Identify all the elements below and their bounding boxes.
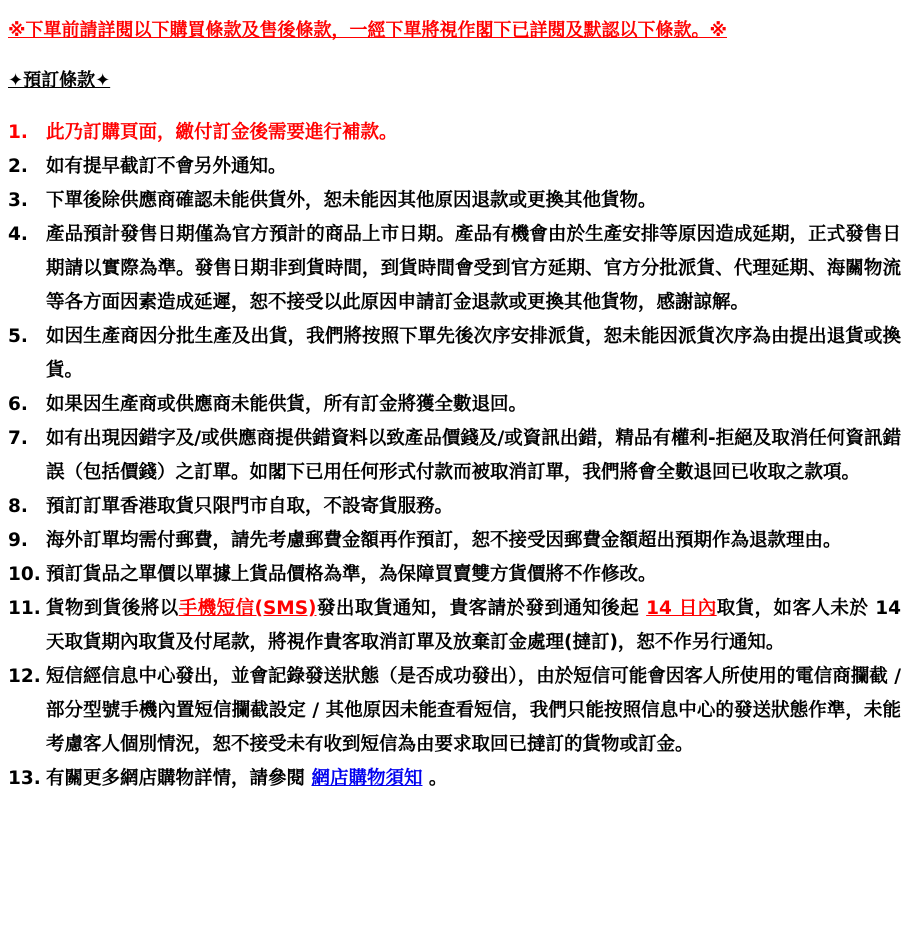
term-item-12 — [8, 660, 901, 762]
term-text — [46, 184, 901, 218]
term-item-3 — [8, 184, 901, 218]
term-number: 11. — [8, 598, 41, 619]
term-text — [46, 524, 901, 558]
term-text-segment: 此乃訂購頁面，繳付訂金後需要進行補款。 — [46, 122, 398, 143]
term-text-segment: 產品預計發售日期僅為官方預計的商品上市日期。產品有機會由於生產安排等原因造成延期，正式發售日期請以實際為準。發售日期非到貨時間，到貨時間會受到官方延期、官方分批派貨、代理延期、海關物流等各方面因素造成延遲，恕不接受以此原因申請訂金退款或更換其他貨物，感謝諒解。 — [46, 224, 901, 313]
term-text — [46, 218, 901, 320]
term-item-7 — [8, 422, 901, 490]
term-number: 9. — [8, 530, 28, 551]
term-text-segment: 如果因生產商或供應商未能供貨，所有訂金將獲全數退回。 — [46, 394, 528, 415]
term-number: 6. — [8, 394, 28, 415]
term-number: 7. — [8, 428, 28, 449]
term-number: 12. — [8, 666, 41, 687]
term-text — [46, 558, 901, 592]
term-text-segment: 有關更多網店購物詳情，請參閱 — [46, 768, 312, 789]
term-text — [46, 422, 901, 490]
terms-list — [8, 116, 901, 796]
term-text-segment: 。 — [422, 768, 448, 789]
term-item-5 — [8, 320, 901, 388]
term-number: 1. — [8, 122, 28, 143]
term-number: 3. — [8, 190, 28, 211]
term-item-10 — [8, 558, 901, 592]
term-text — [46, 116, 901, 150]
term-item-9 — [8, 524, 901, 558]
term-text — [46, 320, 901, 388]
term-number: 2. — [8, 156, 28, 177]
term-item-6 — [8, 388, 901, 422]
term-text-segment: 短信經信息中心發出，並會記錄發送狀態（是否成功發出），由於短信可能會因客人所使用的電信商攔截 / 部分型號手機內置短信攔截設定 / 其他原因未能查看短信，我們只能按照信息中心的發送狀態作準，未能考慮客人個別情況，恕不接受未有收到短信為由要求取回已撻訂的貨物或訂金。 — [46, 666, 901, 755]
term-number: 10. — [8, 564, 41, 585]
term-text-segment: 發出取貨通知，貴客請於發到通知後起 — [316, 598, 647, 619]
highlighted-term-text: 手機短信(SMS) — [178, 598, 317, 619]
preorder-terms-heading: ✦預訂條款✦ — [8, 70, 111, 91]
term-text — [46, 592, 901, 660]
term-item-2 — [8, 150, 901, 184]
term-text-segment: 預訂貨品之單價以單據上貨品價格為準，為保障買賣雙方貨價將不作修改。 — [46, 564, 657, 585]
term-text-segment: 預訂訂單香港取貨只限門市自取，不設寄貨服務。 — [46, 496, 454, 517]
term-number: 8. — [8, 496, 28, 517]
purchase-notice-title: ※下單前請詳閱以下購買條款及售後條款，一經下單將視作閣下已詳閱及默認以下條款。※ — [8, 20, 727, 41]
term-text — [46, 388, 901, 422]
highlighted-term-text: 14 日內 — [646, 598, 717, 619]
term-text-segment: 海外訂單均需付郵費，請先考慮郵費金額再作預訂，恕不接受因郵費金額超出預期作為退款理由。 — [46, 530, 842, 551]
term-text — [46, 660, 901, 762]
term-text — [46, 762, 901, 796]
term-text-segment: 如因生產商因分批生產及出貨，我們將按照下單先後次序安排派貨，恕未能因派貨次序為由提出退貨或換貨。 — [46, 326, 901, 381]
term-text — [46, 490, 901, 524]
term-item-11 — [8, 592, 901, 660]
term-text-segment: 貨物到貨後將以 — [46, 598, 179, 619]
term-number: 13. — [8, 768, 41, 789]
term-number: 5. — [8, 326, 28, 347]
term-item-8 — [8, 490, 901, 524]
shop-guide-link[interactable]: 網店購物須知 — [311, 768, 423, 789]
term-text-segment: 如有出現因錯字及/或供應商提供錯資料以致產品價錢及/或資訊出錯，精品有權利-拒絕及取消任何資訊錯誤（包括價錢）之訂單。如閣下已用任何形式付款而被取消訂單，我們將會全數退回已收取之款項。 — [46, 428, 901, 483]
term-item-13 — [8, 762, 901, 796]
term-text-segment: 如有提早截訂不會另外通知。 — [46, 156, 287, 177]
term-number: 4. — [8, 224, 28, 245]
term-text-segment: 取貨，如客人未於 14 天取貨期內取貨及付尾款，將視作貴客取消訂單及放棄訂金處理(撻訂)，恕不作另行通知。 — [46, 598, 901, 653]
term-item-1 — [8, 116, 901, 150]
term-text — [46, 150, 901, 184]
term-item-4 — [8, 218, 901, 320]
term-text-segment: 下單後除供應商確認未能供貨外，恕未能因其他原因退款或更換其他貨物。 — [46, 190, 657, 211]
